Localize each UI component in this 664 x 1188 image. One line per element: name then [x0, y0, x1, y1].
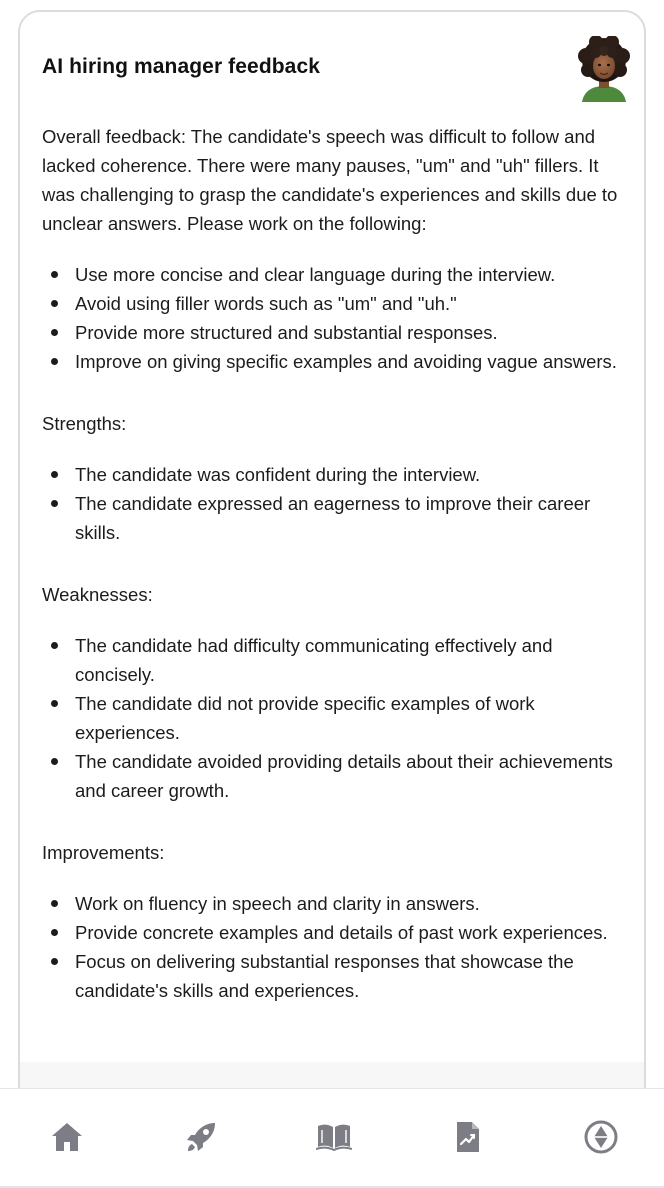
- home-icon: [50, 1121, 84, 1153]
- nav-rocket[interactable]: [181, 1117, 221, 1157]
- feedback-card: [18, 10, 646, 1188]
- nav-library[interactable]: [314, 1117, 354, 1157]
- list-item: The candidate avoided providing details about their achievements and career growth.: [42, 747, 628, 805]
- list-item: Avoid using filler words such as "um" and "uh.": [42, 289, 628, 318]
- improvements-list: [42, 889, 628, 1005]
- scroll-fade: [20, 1062, 644, 1088]
- list-item: The candidate had difficulty communicating effectively and concisely.: [42, 631, 628, 689]
- feedback-content: [42, 12, 628, 1005]
- nav-reports[interactable]: [448, 1117, 488, 1157]
- list-item: The candidate was confident during the interview.: [42, 460, 628, 489]
- overall-section: [42, 122, 628, 376]
- nav-home[interactable]: [47, 1117, 87, 1157]
- overall-list: [42, 260, 628, 376]
- strengths-list: [42, 460, 628, 547]
- weaknesses-section: [42, 580, 628, 805]
- strengths-section: [42, 409, 628, 547]
- overall-feedback-text: Overall feedback: The candidate's speech was difficult to follow and lacked coherence. There were many pauses, "um" and "uh" fillers. It was challenging to grasp the candidate's experiences and skills due to unclear answers. Please work on the following:: [42, 126, 618, 234]
- weaknesses-list: [42, 631, 628, 805]
- list-item: Provide more structured and substantial responses.: [42, 318, 628, 347]
- nav-explore[interactable]: [581, 1117, 621, 1157]
- page-title: AI hiring manager feedback: [42, 55, 321, 78]
- card-header: [42, 12, 628, 122]
- list-item: Work on fluency in speech and clarity in answers.: [42, 889, 628, 918]
- feedback-body: [42, 122, 628, 1005]
- weaknesses-heading: Weaknesses:: [42, 584, 153, 605]
- document-chart-icon: [454, 1120, 482, 1154]
- book-icon: [316, 1122, 352, 1152]
- list-item: Provide concrete examples and details of past work experiences.: [42, 918, 628, 947]
- list-item: Improve on giving specific examples and avoiding vague answers.: [42, 347, 628, 376]
- rocket-icon: [184, 1120, 218, 1154]
- list-item: The candidate expressed an eagerness to improve their career skills.: [42, 489, 628, 547]
- list-item: Use more concise and clear language during the interview.: [42, 260, 628, 289]
- improvements-section: [42, 838, 628, 1005]
- bottom-nav: [0, 1088, 664, 1188]
- improvements-heading: Improvements:: [42, 842, 165, 863]
- avatar: [572, 36, 636, 102]
- list-item: The candidate did not provide specific examples of work experiences.: [42, 689, 628, 747]
- strengths-heading: Strengths:: [42, 413, 127, 434]
- list-item: Focus on delivering substantial responses that showcase the candidate's skills and experiences.: [42, 947, 628, 1005]
- compass-icon: [584, 1120, 618, 1154]
- avatar-illustration-icon: [572, 36, 636, 102]
